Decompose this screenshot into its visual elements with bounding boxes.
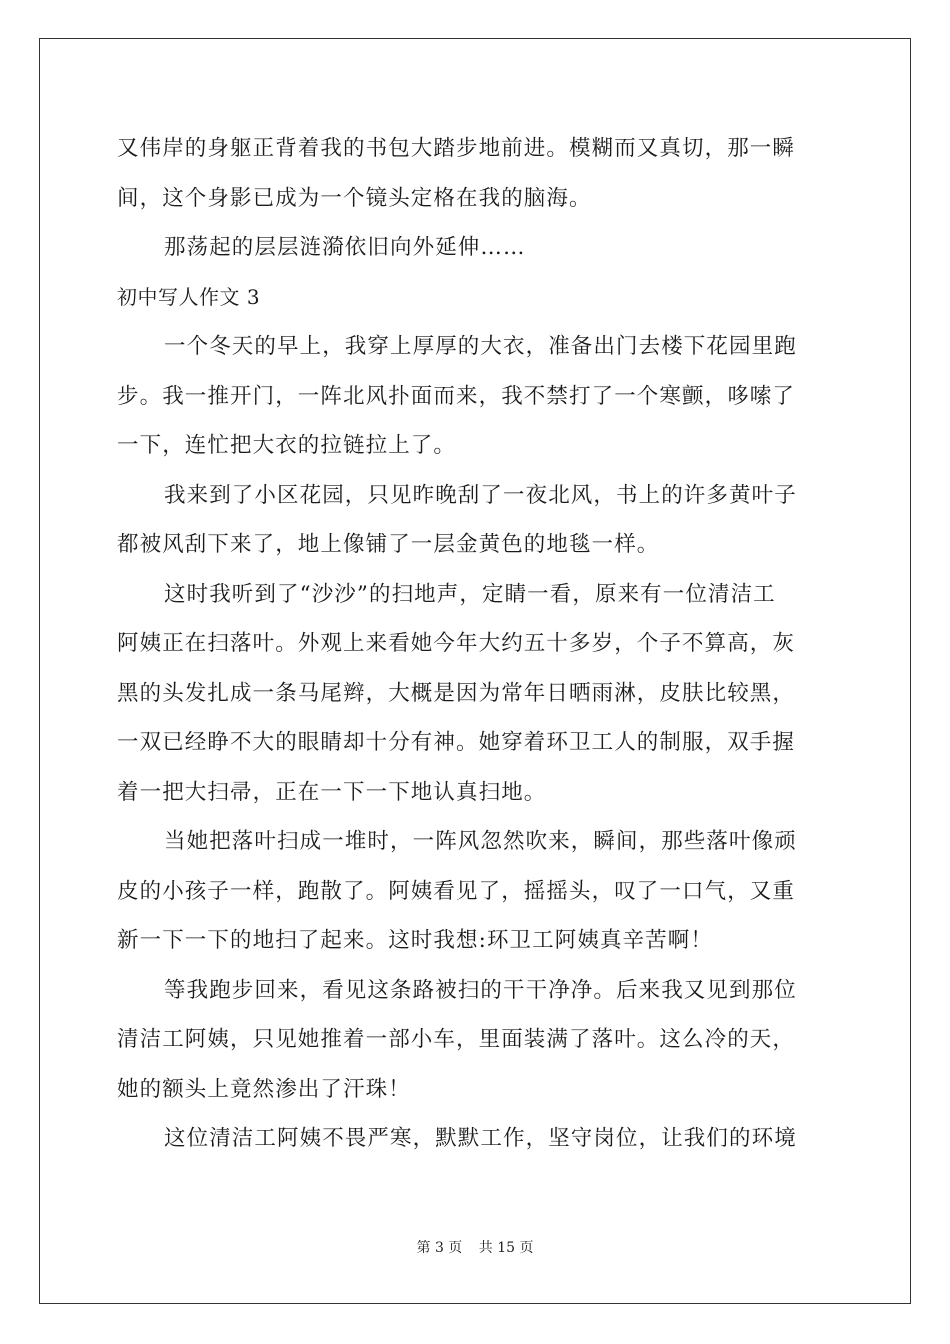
- text-line: 清洁工阿姨，只见她推着一部小车，里面装满了落叶。这么冷的天，: [117, 1027, 796, 1052]
- text-line: 一下，连忙把大衣的拉链拉上了。: [117, 433, 457, 458]
- text-line: 阿姨正在扫落叶。外观上来看她今年大约五十多岁，个子不算高，灰: [117, 631, 796, 656]
- text-line: 步。我一推开门，一阵北风扑面而来，我不禁打了一个寒颤，哆嗦了: [117, 383, 796, 409]
- text-line: 等我跑步回来，看见这条路被扫的干干净净。后来我又见到那位: [164, 977, 797, 1003]
- text-line: 黑的头发扎成一条马尾辫，大概是因为常年日晒雨淋，皮肤比较黑，: [117, 680, 796, 706]
- page-number: 第 3 页: [416, 1240, 463, 1256]
- text-line: 那荡起的层层涟漪依旧向外延伸……: [164, 235, 526, 260]
- text-line: 新一下一下的地扫了起来。这时我想:环卫工阿姨真辛苦啊！: [117, 928, 713, 953]
- text-line: 这时我听到了“沙沙”的扫地声，定睛一看，原来有一位清洁工: [164, 581, 776, 607]
- text-line: 她的额头上竟然渗出了汗珠！: [117, 1076, 411, 1102]
- text-line: 一个冬天的早上，我穿上厚厚的大衣，准备出门去楼下花园里跑: [164, 334, 797, 359]
- text-line: 一双已经睁不大的眼睛却十分有神。她穿着环卫工人的制服，双手握: [117, 730, 796, 755]
- page-footer: [0, 1237, 950, 1257]
- text-line: 皮的小孩子一样，跑散了。阿姨看见了，摇摇头，叹了一口气，又重: [117, 878, 796, 904]
- text-line: 当她把落叶扫成一堆时，一阵风忽然吹来，瞬间，那些落叶像顽: [164, 829, 797, 854]
- text-line: 着一把大扫帚，正在一下一下地认真扫地。: [117, 779, 547, 805]
- document-body: [117, 124, 837, 1164]
- text-line: 都被风刮下来了，地上像铺了一层金黄色的地毯一样。: [117, 532, 660, 557]
- text-line: 间，这个身影已成为一个镜头定格在我的脑海。: [117, 185, 592, 211]
- text-line: 我来到了小区花园，只见昨晚刮了一夜北风，书上的许多黄叶子: [164, 482, 797, 508]
- section-heading: 初中写人作文 3: [117, 284, 261, 309]
- page-total: 共 15 页: [478, 1240, 534, 1256]
- text-line: 又伟岸的身躯正背着我的书包大踏步地前进。模糊而又真切，那一瞬: [117, 136, 796, 161]
- text-line: 这位清洁工阿姨不畏严寒，默默工作，坚守岗位，让我们的环境: [164, 1126, 797, 1151]
